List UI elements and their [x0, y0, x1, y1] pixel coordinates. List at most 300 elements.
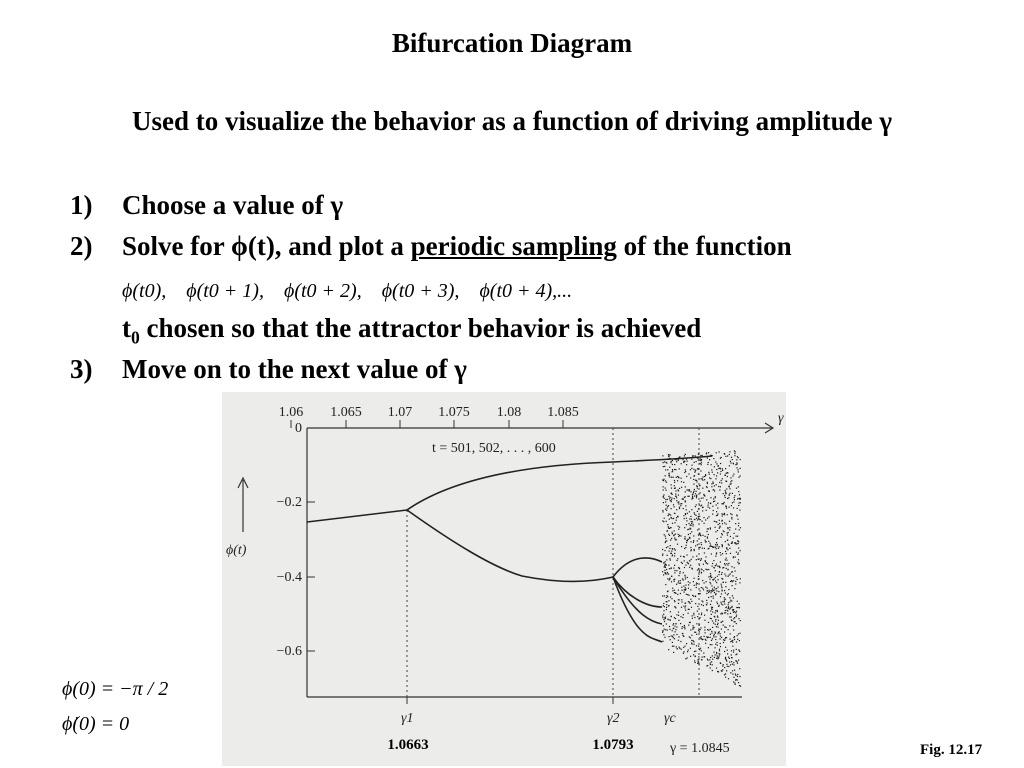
chaos-point: [693, 581, 694, 582]
chaos-point: [715, 639, 716, 640]
chaos-point: [692, 629, 693, 630]
chaos-point: [719, 572, 720, 573]
chaos-point: [685, 513, 686, 514]
chaos-point: [733, 662, 734, 663]
chaos-point: [688, 529, 689, 530]
chaos-point: [696, 496, 697, 497]
chaos-point: [724, 453, 725, 454]
chaos-point: [671, 461, 672, 462]
chaos-point: [705, 632, 706, 633]
chaos-point: [712, 481, 713, 482]
chaos-point: [683, 515, 684, 516]
chaos-point: [731, 661, 732, 662]
chaos-point: [715, 478, 716, 479]
chaos-point: [708, 569, 709, 570]
chaos-point: [724, 674, 725, 675]
chaos-point: [728, 593, 729, 594]
chaos-point: [676, 517, 677, 518]
chaos-point: [733, 501, 734, 502]
chaos-point: [685, 471, 686, 472]
chaos-point: [679, 527, 680, 528]
chaos-point: [674, 482, 675, 483]
chaos-point: [699, 504, 700, 505]
chaos-point: [737, 579, 738, 580]
chaos-point: [700, 648, 701, 649]
chaos-point: [733, 612, 734, 613]
chaos-point: [737, 607, 738, 608]
chaos-point: [692, 456, 693, 457]
chaos-point: [720, 602, 721, 603]
chaos-point: [732, 642, 733, 643]
chaos-point: [736, 515, 737, 516]
chaos-point: [676, 539, 677, 540]
chaos-point: [708, 472, 709, 473]
chaos-point: [674, 498, 675, 499]
chaos-point: [740, 459, 741, 460]
chaos-point: [672, 554, 673, 555]
chaos-point: [672, 646, 673, 647]
chaos-point: [686, 459, 687, 460]
chaos-point: [674, 464, 675, 465]
chaos-point: [671, 488, 672, 489]
initial-condition-phi: ϕ(0) = −π / 2: [62, 678, 169, 700]
chaos-point: [707, 659, 708, 660]
chaos-point: [720, 473, 721, 474]
chaos-point: [714, 490, 715, 491]
chaos-point: [674, 572, 675, 573]
step-2-pre: Solve for ϕ(t), and plot a: [122, 231, 411, 261]
chaos-point: [698, 593, 699, 594]
chaos-point: [730, 639, 731, 640]
chaos-point: [669, 477, 670, 478]
chaos-point: [697, 616, 698, 617]
chaos-point: [724, 597, 725, 598]
chaos-point: [672, 471, 673, 472]
chaos-point: [688, 584, 689, 585]
chaos-point: [728, 678, 729, 679]
chaos-point: [679, 648, 680, 649]
chaos-point: [698, 576, 699, 577]
chaos-point: [670, 560, 671, 561]
chaos-point: [722, 572, 723, 573]
chaos-point: [676, 627, 677, 628]
chaos-point: [710, 503, 711, 504]
chaos-point: [664, 534, 665, 535]
chaos-point: [704, 656, 705, 657]
chaos-point: [719, 520, 720, 521]
chaos-point: [701, 636, 702, 637]
chaos-point: [693, 654, 694, 655]
chaos-point: [732, 585, 733, 586]
chaos-point: [715, 547, 716, 548]
chaos-point: [688, 613, 689, 614]
chaos-point: [708, 534, 709, 535]
chaos-point: [662, 555, 663, 556]
chaos-point: [669, 498, 670, 499]
chaos-point: [670, 458, 671, 459]
chaos-point: [666, 510, 667, 511]
chaos-point: [709, 582, 710, 583]
chaos-point: [700, 535, 701, 536]
chaos-point: [715, 636, 716, 637]
chaos-point: [726, 508, 727, 509]
chaos-point: [720, 561, 721, 562]
chaos-point: [717, 544, 718, 545]
chaos-point: [704, 523, 705, 524]
chaos-point: [721, 482, 722, 483]
chaos-point: [686, 489, 687, 490]
chaos-point: [724, 651, 725, 652]
chaos-point: [712, 627, 713, 628]
chaos-point: [727, 613, 728, 614]
chaos-point: [708, 462, 709, 463]
chaos-point: [721, 670, 722, 671]
chaos-point: [683, 586, 684, 587]
chaos-point: [731, 480, 732, 481]
chaos-point: [710, 592, 711, 593]
chaos-point: [712, 670, 713, 671]
chaos-point: [668, 456, 669, 457]
chaos-point: [708, 622, 709, 623]
chaos-point: [706, 562, 707, 563]
chaos-point: [668, 605, 669, 606]
chaos-point: [700, 560, 701, 561]
chaos-point: [680, 571, 681, 572]
chaos-point: [722, 553, 723, 554]
chaos-point: [736, 462, 737, 463]
chaos-point: [698, 661, 699, 662]
chaos-point: [699, 590, 700, 591]
chaos-point: [715, 461, 716, 462]
chaos-point: [680, 580, 681, 581]
chaos-point: [664, 550, 665, 551]
chaos-point: [671, 551, 672, 552]
chaos-point: [711, 469, 712, 470]
chaos-point: [701, 464, 702, 465]
chaos-point: [735, 621, 736, 622]
chaos-point: [717, 616, 718, 617]
chaos-point: [712, 455, 713, 456]
chaos-point: [720, 463, 721, 464]
chaos-point: [681, 599, 682, 600]
chaos-point: [730, 641, 731, 642]
chaos-point: [676, 646, 677, 647]
chaos-point: [726, 524, 727, 525]
subtitle: Used to visualize the behavior as a function of driving amplitude γ: [132, 106, 892, 136]
chaos-point: [664, 498, 665, 499]
chaos-point: [718, 633, 719, 634]
chaos-point: [681, 478, 682, 479]
chaos-point: [686, 540, 687, 541]
t0-subscript: 0: [131, 327, 140, 348]
chaos-point: [717, 515, 718, 516]
chaos-point: [679, 573, 680, 574]
chaos-point: [689, 560, 690, 561]
chaos-point: [727, 594, 728, 595]
chaos-point: [720, 552, 721, 553]
chaos-point: [668, 636, 669, 637]
chaos-point: [724, 495, 725, 496]
chaos-point: [687, 496, 688, 497]
chaos-point: [669, 579, 670, 580]
chaos-point: [715, 565, 716, 566]
chaos-point: [686, 518, 687, 519]
chaos-point: [675, 490, 676, 491]
chaos-point: [693, 484, 694, 485]
chaos-point: [727, 535, 728, 536]
chaos-point: [728, 602, 729, 603]
chaos-point: [672, 460, 673, 461]
chaos-point: [705, 569, 706, 570]
chaos-point: [678, 640, 679, 641]
chaos-point: [670, 540, 671, 541]
x-tick-label: 1.06: [278, 405, 304, 420]
chaos-point: [689, 511, 690, 512]
chaos-point: [739, 582, 740, 583]
chaos-point: [665, 501, 666, 502]
chaos-point: [710, 629, 711, 630]
chaos-point: [701, 478, 702, 479]
chaos-point: [685, 500, 686, 501]
chaos-point: [693, 535, 694, 536]
chaos-point: [733, 507, 734, 508]
chaos-point: [728, 629, 729, 630]
chaos-point: [677, 516, 678, 517]
chaos-point: [724, 590, 725, 591]
chaos-point: [737, 469, 738, 470]
chaos-point: [686, 594, 687, 595]
chaos-point: [687, 594, 688, 595]
period-1-branch: [307, 510, 407, 522]
chaos-point: [730, 607, 731, 608]
chaos-point: [733, 618, 734, 619]
chaos-point: [685, 454, 686, 455]
chaos-point: [715, 621, 716, 622]
chaos-point: [705, 643, 706, 644]
chaos-point: [689, 490, 690, 491]
chaos-point: [694, 578, 695, 579]
chaos-point: [687, 513, 688, 514]
chaos-point: [738, 633, 739, 634]
chaos-point: [718, 620, 719, 621]
chaos-point: [668, 513, 669, 514]
chaos-point: [723, 664, 724, 665]
chaos-point: [670, 611, 671, 612]
chaos-point: [716, 475, 717, 476]
chaos-point: [733, 652, 734, 653]
chaos-point: [736, 488, 737, 489]
chaos-point: [665, 584, 666, 585]
chaos-point: [679, 457, 680, 458]
chaos-point: [698, 656, 699, 657]
chaos-point: [717, 503, 718, 504]
chaos-point: [698, 646, 699, 647]
chaos-point: [722, 669, 723, 670]
chaos-point: [663, 489, 664, 490]
chaos-point: [714, 634, 715, 635]
chaos-point: [694, 519, 695, 520]
chaos-point: [701, 587, 702, 588]
chaos-point: [720, 596, 721, 597]
chaos-point: [663, 462, 664, 463]
chaos-point: [715, 497, 716, 498]
chaos-point: [734, 639, 735, 640]
chaos-point: [673, 652, 674, 653]
chaos-point: [707, 610, 708, 611]
chaos-point: [732, 459, 733, 460]
chaos-point: [680, 503, 681, 504]
chaos-point: [721, 603, 722, 604]
chaos-point: [716, 658, 717, 659]
chaos-point: [735, 612, 736, 613]
chaos-point: [664, 595, 665, 596]
chaos-point: [663, 610, 664, 611]
chaos-point: [667, 572, 668, 573]
chaos-point: [674, 548, 675, 549]
chaos-point: [702, 657, 703, 658]
chaos-point: [722, 604, 723, 605]
chaos-point: [678, 582, 679, 583]
chaos-point: [722, 621, 723, 622]
chaos-point: [721, 480, 722, 481]
chaos-point: [707, 629, 708, 630]
chaos-point: [675, 618, 676, 619]
chaos-point: [671, 567, 672, 568]
chaos-point: [730, 484, 731, 485]
chaos-point: [737, 508, 738, 509]
chaos-point: [674, 513, 675, 514]
chaos-point: [711, 553, 712, 554]
chaos-point: [685, 578, 686, 579]
chaos-point: [666, 490, 667, 491]
chaos-point: [693, 644, 694, 645]
chaos-point: [695, 603, 696, 604]
chaos-point: [737, 639, 738, 640]
chaos-point: [692, 494, 693, 495]
chaos-point: [737, 519, 738, 520]
chaos-point: [690, 637, 691, 638]
chaos-point: [695, 515, 696, 516]
chaos-point: [706, 453, 707, 454]
chaos-point: [716, 626, 717, 627]
chaos-point: [681, 628, 682, 629]
chaos-point: [727, 549, 728, 550]
t0-note: [122, 313, 701, 348]
chaos-point: [737, 554, 738, 555]
chaos-point: [731, 617, 732, 618]
chaos-point: [696, 518, 697, 519]
chaos-point: [734, 670, 735, 671]
chaos-point: [715, 594, 716, 595]
chaos-point: [737, 674, 738, 675]
chaos-point: [677, 648, 678, 649]
chaos-point: [668, 649, 669, 650]
chaos-point: [681, 562, 682, 563]
chaos-point: [684, 628, 685, 629]
chaos-point: [729, 494, 730, 495]
chaos-point: [711, 640, 712, 641]
chaos-point: [727, 476, 728, 477]
chaos-point: [662, 641, 663, 642]
chaos-point: [698, 547, 699, 548]
chaos-point: [672, 590, 673, 591]
chaos-point: [685, 505, 686, 506]
chaos-point: [665, 629, 666, 630]
chaos-point: [692, 618, 693, 619]
chaos-point: [708, 452, 709, 453]
chaos-point: [714, 485, 715, 486]
chaos-point: [682, 498, 683, 499]
x-tick-label: 1.08: [496, 405, 522, 420]
chaos-point: [700, 617, 701, 618]
chaos-point: [709, 591, 710, 592]
chaos-point: [726, 563, 727, 564]
chaos-point: [738, 523, 739, 524]
chaos-point: [665, 475, 666, 476]
chaos-point: [730, 672, 731, 673]
chaos-point: [674, 600, 675, 601]
chaos-point: [736, 641, 737, 642]
chaos-point: [712, 655, 713, 656]
chaos-point: [713, 498, 714, 499]
chaos-point: [737, 562, 738, 563]
chaos-point: [664, 629, 665, 630]
chaos-point: [739, 685, 740, 686]
chaos-point: [717, 538, 718, 539]
chaos-point: [727, 569, 728, 570]
chaos-point: [737, 601, 738, 602]
chaos-point: [666, 601, 667, 602]
chaos-point: [731, 654, 732, 655]
chaos-point: [688, 650, 689, 651]
chaos-point: [690, 629, 691, 630]
chaos-point: [691, 519, 692, 520]
chaos-point: [717, 611, 718, 612]
chaos-point: [672, 469, 673, 470]
chaos-point: [720, 554, 721, 555]
chaos-point: [694, 660, 695, 661]
chaos-point: [693, 614, 694, 615]
chaos-point: [687, 529, 688, 530]
chaos-point: [684, 556, 685, 557]
chaos-point: [668, 565, 669, 566]
chaos-point: [714, 466, 715, 467]
chaos-point: [673, 646, 674, 647]
chaos-point: [701, 462, 702, 463]
chaos-point: [719, 654, 720, 655]
chaos-point: [667, 555, 668, 556]
chaos-point: [722, 515, 723, 516]
chaos-point: [729, 529, 730, 530]
chaos-point: [738, 525, 739, 526]
chaos-point: [711, 608, 712, 609]
chaos-point: [724, 612, 725, 613]
chaos-point: [718, 632, 719, 633]
chaos-point: [694, 617, 695, 618]
chaos-point: [685, 587, 686, 588]
step-1: [0, 190, 1024, 224]
chaos-point: [739, 640, 740, 641]
chaos-point: [733, 609, 734, 610]
chaos-point: [698, 474, 699, 475]
chaos-point: [678, 503, 679, 504]
chaos-point: [732, 541, 733, 542]
chaos-point: [694, 512, 695, 513]
chaos-point: [668, 454, 669, 455]
chaos-point: [694, 475, 695, 476]
chaos-point: [710, 644, 711, 645]
chaos-point: [716, 582, 717, 583]
